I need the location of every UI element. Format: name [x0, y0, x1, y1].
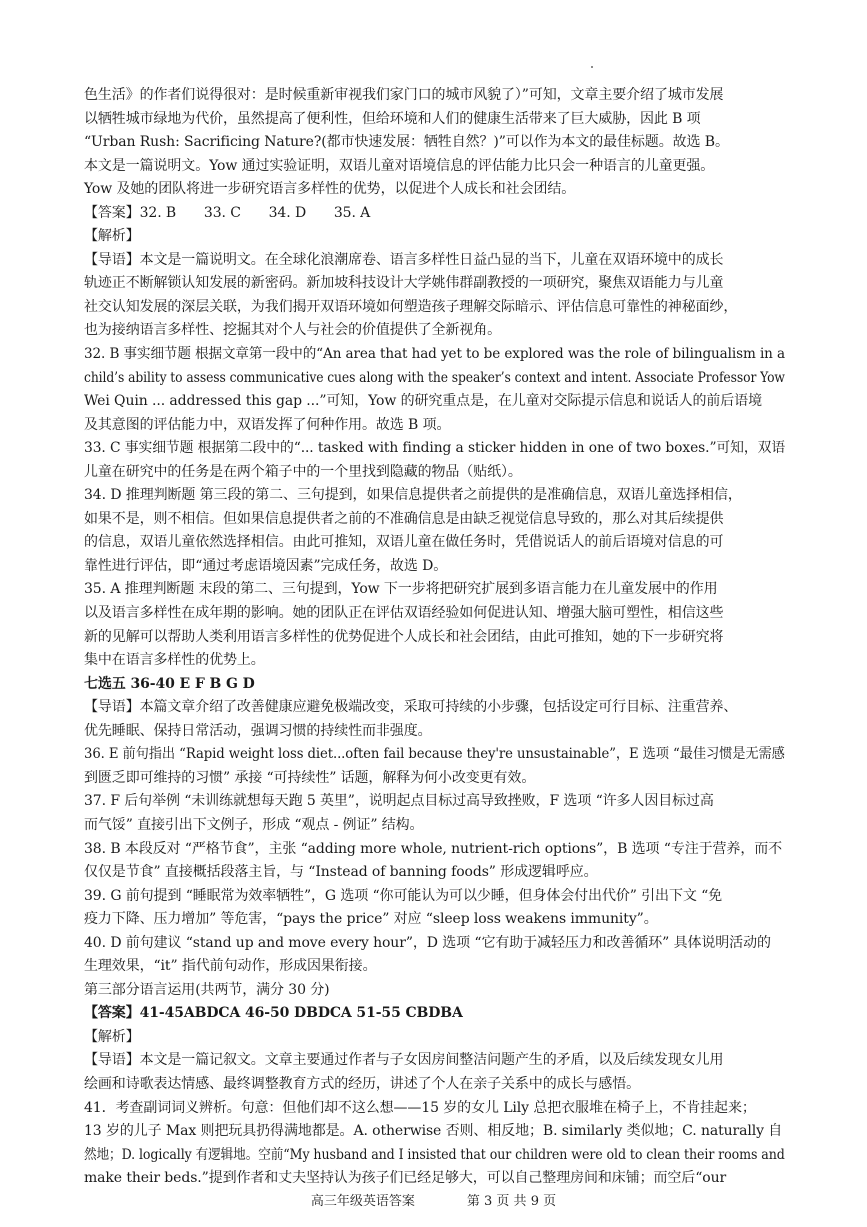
text-line: 生理效果，“it” 指代前句动作，形成因果衔接。 — [84, 958, 377, 975]
text-line: 而气馁” 直接引出下文例子，形成 “观点 - 例证” 结构。 — [84, 816, 424, 833]
text-line: 绘画和诗歌表达情感、最终调整教育方式的经历，讲述了个人在亲子关系中的成长与感悟。 — [84, 1075, 640, 1092]
text-line: 以及语言多样性在成年期的影响。她的团队正在评估双语经验如何促进认知、增强大脑可塑性，相信这些 — [84, 605, 724, 622]
text-line: 也为接纳语言多样性、挖掘其对个人与社会的价值提供了全新视角。 — [84, 322, 501, 339]
text-line: Wei Quin ... addressed this gap ...”可知，Yow 的研究重点是，在儿童对交际提示信息和说话人的前后语境 — [84, 393, 762, 410]
text-line: 34. D 推理判断题 第三段的第二、三句提到，如果信息提供者之前提供的是准确信息，双语儿童选择相信， — [84, 487, 742, 504]
section-heading: 七选五 36-40 E F B G D — [84, 675, 255, 692]
text-line: 色生活》的作者们说得很对：是时候重新审视我们家门口的城市风貌了）”可知，文章主要介绍了城市发展 — [84, 87, 724, 103]
text-line: 【导语】本文是一篇说明文。在全球化浪潮席卷、语言多样性日益凸显的当下，儿童在双语环境中的成长 — [84, 251, 724, 268]
text-line: 以牺牲城市绿地为代价，虽然提高了便利性，但给环境和人们的健康生活带来了巨大威胁，因此 B 项 — [84, 110, 701, 127]
text-line: 及其意图的评估能力中，双语发挥了何种作用。故选 B 项。 — [84, 416, 451, 433]
text-line: 38. B 本段反对 “严格节食”，主张 “adding more whole, nutrient-rich options”，B 选项 “专注于营养，而不 — [84, 840, 783, 857]
text-line: 35. A 推理判断题 末段的第二、三句提到，Yow 下一步将把研究扩展到多语言能力在儿童发展中的作用 — [84, 581, 718, 598]
text-line: 【导语】本文是一篇记叙文。文章主要通过作者与子女因房间整洁问题产生的矛盾，以及后续发现女儿用 — [84, 1052, 724, 1069]
text-line: 【答案】32. B 33. C 34. D 35. A — [84, 204, 371, 221]
text-line: 的信息，双语儿童依然选择相信。由此可推知，双语儿童在做任务时，凭借说话人的前后语境对信息的可 — [84, 534, 724, 551]
text-line: 儿童在研究中的任务是在两个箱子中的一个里找到隐藏的物品（贴纸）。 — [84, 463, 522, 480]
text-line: 第三部分语言运用(共两节，满分 30 分) — [84, 981, 330, 998]
page-footer: 高三年级英语答案 第 3 页 共 9 页 — [310, 1194, 557, 1209]
text-line: 如果不是，则不相信。但如果信息提供者之前的不准确信息是由缺乏视觉信息导致的，那么对其后续提供 — [84, 510, 724, 527]
text-line: 仅仅是节食” 直接概括段落主旨，与 “Instead of banning foods” 形成逻辑呼应。 — [84, 864, 598, 881]
text-line: “Urban Rush: Sacrificing Nature?(都市快速发展：牺牲自然？)”可以作为本文的最佳标题。故选 B。 — [84, 134, 729, 151]
scan-speck — [591, 66, 593, 68]
text-line: 轨迹正不断解锁认知发展的新密码。新加坡科技设计大学姚伟群副教授的一项研究，聚焦双语能力与儿童 — [84, 275, 724, 292]
text-line: 【解析】 — [84, 228, 140, 245]
text-line: 33. C 事实细节题 根据第二段中的“... tasked with finding a sticker hidden in one of two boxes.”可知，双语 — [84, 440, 786, 457]
text-line: Yow 及她的团队将进一步研究语言多样性的优势，以促进个人成长和社会团结。 — [84, 181, 576, 198]
text-line: make their beds.”提到作者和丈夫坚持认为孩子们已经足够大，可以自己整理房间和床铺；而空后“our — [84, 1170, 727, 1187]
text-line: child’s ability to assess communicative cues along with the speaker’s context and intent. Associate Professor Yow — [84, 369, 785, 386]
text-line: 本文是一篇说明文。Yow 通过实验证明，双语儿童对语境信息的评估能力比只会一种语言的儿童更强。 — [84, 157, 715, 174]
text-line: 疫力下降、压力增加” 等危害，“pays the price” 对应 “sleep loss weakens immunity”。 — [84, 911, 658, 928]
text-line: 32. B 事实细节题 根据文章第一段中的“An area that had yet to be explored was the role of bilingualism in a — [84, 346, 786, 363]
answer-text-body — [84, 84, 785, 1191]
text-line: 41．考查副词词义辨析。句意：但他们却不这么想——15 岁的女儿 Lily 总把衣服堆在椅子上，不肯挂起来； — [84, 1099, 756, 1116]
text-line: 37. F 后句举例 “未训练就想每天跑 5 英里”，说明起点目标过高导致挫败，F 选项 “许多人因目标过高 — [84, 793, 714, 810]
text-line: 然地；D. logically 有逻辑地。空前“My husband and I insisted that our children were old to clean their rooms and — [84, 1146, 785, 1163]
text-line: 36. E 前句指出 “Rapid weight loss diet...often fail because they're unsustainable”，E 选项 “最佳习惯是无需感 — [84, 746, 785, 763]
text-line: 【导语】本篇文章介绍了改善健康应避免极端改变，采取可持续的小步骤，包括设定可行目标、注重营养、 — [84, 699, 738, 716]
text-line: 社交认知发展的深层关联，为我们揭开双语环境如何塑造孩子理解交际暗示、评估信息可靠性的神秘面纱， — [84, 298, 738, 315]
text-line: 【解析】 — [84, 1028, 140, 1045]
section-heading: 【答案】41-45ABDCA 46-50 DBDCA 51-55 CBDBA — [84, 1005, 463, 1022]
text-line: 靠性进行评估，即“通过考虑语境因素”完成任务，故选 D。 — [84, 557, 448, 574]
text-line: 优先睡眠、保持日常活动，强调习惯的持续性而非强度。 — [84, 722, 432, 739]
text-line: 新的见解可以帮助人类利用语言多样性的优势促进个人成长和社会团结，由此可推知，她的下一步研究将 — [84, 628, 724, 645]
text-line: 集中在语言多样性的优势上。 — [84, 652, 265, 669]
text-line: 13 岁的儿子 Max 则把玩具扔得满地都是。A. otherwise 否则、相反地；B. similarly 类似地；C. naturally 自 — [84, 1123, 783, 1140]
text-line: 40. D 前句建议 “stand up and move every hour”，D 选项 “它有助于减轻压力和改善循环” 具体说明活动的 — [84, 934, 771, 951]
text-line: 到匮乏即可维持的习惯” 承接 “可持续性” 话题，解释为何小改变更有效。 — [84, 769, 536, 786]
text-line: 39. G 前句提到 “睡眠常为效率牺牲”，G 选项 “你可能认为可以少睡，但身体会付出代价” 引出下文 “免 — [84, 887, 723, 904]
